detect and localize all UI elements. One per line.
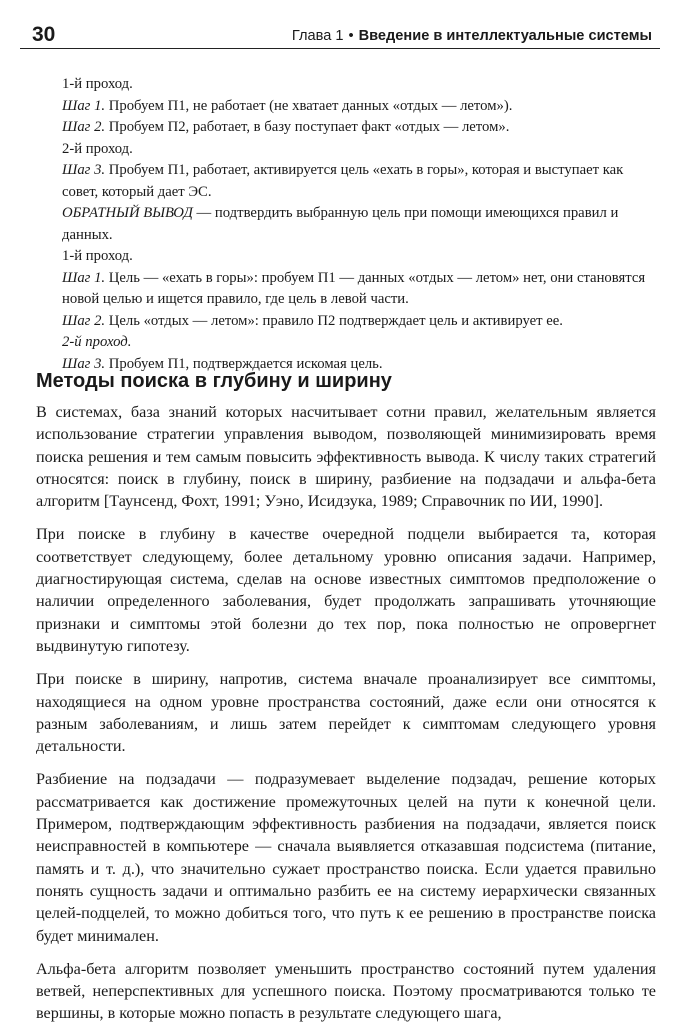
body-paragraph: В системах, база знаний которых насчитывает сотни правил, желательным является использование стратегии управления выводом, позволяющей минимизировать время поиска решения и тем самым повысить эффективность вывода. К числу таких стратегий относятся: поиск в глубину, поиск в ширину, разбиение на подзадачи и альфа-бета алгоритм [Таунсенд, Фохт, 1991; Уэно, Исидзука, 1989; Справочник по ИИ, 1990]. (36, 403, 656, 511)
header-separator: • (348, 28, 354, 44)
example-line: 1-й проход. (62, 76, 133, 92)
example-line: Шаг 1. Пробуем П1, не работает (не хватает данных «отдых — летом»). (62, 97, 513, 114)
example-line: 2-й проход. (62, 140, 133, 157)
chapter-header (292, 26, 652, 46)
body-paragraph: Альфа-бета алгоритм позволяет уменьшить пространство состояний путем удаления ветвей, неперспективных для успешного поиска. Поэтому просматриваются только те вершины, в которые можно попасть в результате следующего шага, (36, 959, 656, 1023)
example-line: 1-й проход. (62, 248, 133, 264)
example-line: Шаг 3. Пробуем П1, подтверждается искомая цель. (62, 355, 383, 372)
example-line: Шаг 3. Пробуем П1, работает, активируется цель «ехать в горы», которая и выступает как совет, который дает ЭС. (62, 162, 624, 200)
running-header (20, 22, 660, 49)
example-line: Шаг 2. Пробуем П2, работает, в базу поступает факт «отдых — летом». (62, 119, 510, 135)
example-line: Шаг 2. Цель «отдых — летом»: правило П2 подтверждает цель и активирует ее. (62, 312, 563, 329)
example-line: Шаг 1. Цель — «ехать в горы»: пробуем П1 — данных «отдых — летом» нет, они становятся новой целью и ищется правило, где цель в левой части. (62, 269, 646, 307)
body-paragraph: При поиске в глубину в качестве очередной подцели выбирается та, которая соответствует следующему, более детальному уровню описания задачи. Например, диагностирующая система, сделав на основе известных симптомов предположение о наличии определенного заболевания, будет продолжать запрашивать уточняющие признаки и симптомы этой болезни до тех пор, пока полностью не опровергнет выдвинутую гипотезу. (36, 525, 656, 655)
chapter-label: Глава 1 (291, 28, 344, 44)
chapter-title: Введение в интеллектуальные системы (358, 28, 652, 44)
example-line: ОБРАТНЫЙ ВЫВОД — подтвердить выбранную цель при помощи имеющихся правил и данных. (62, 205, 619, 243)
section-heading: Методы поиска в глубину и ширину (36, 370, 392, 392)
body-paragraph: Разбиение на подзадачи — подразумевает выделение подзадач, решение которых рассматривается как достижение промежуточных целей на пути к конечной цели. Примером, подтверждающим эффективность разбиения на подзадачи, является поиск неисправностей в компьютере — сначала выявляется отказавшая подсистема (питание, память и т. д.), что значительно сужает пространство поиска. Если удается правильно понять сущность задачи и оптимально разбить ее на систему иерархически связанных целей-подцелей, то можно добиться того, что путь к ее решению в пространстве поиска будет минимален. (36, 770, 656, 945)
example-line: 2-й проход. (62, 334, 132, 350)
section-body (36, 401, 656, 1036)
inference-example (62, 74, 658, 375)
body-paragraph: При поиске в ширину, напротив, система вначале проанализирует все симптомы, находящиеся на одном уровне пространства состояний, даже если они относятся к разным заболеваниям, и лишь затем перейдет к симптомам следующего уровня детальности. (36, 670, 656, 756)
page-number: 30 (32, 23, 56, 46)
